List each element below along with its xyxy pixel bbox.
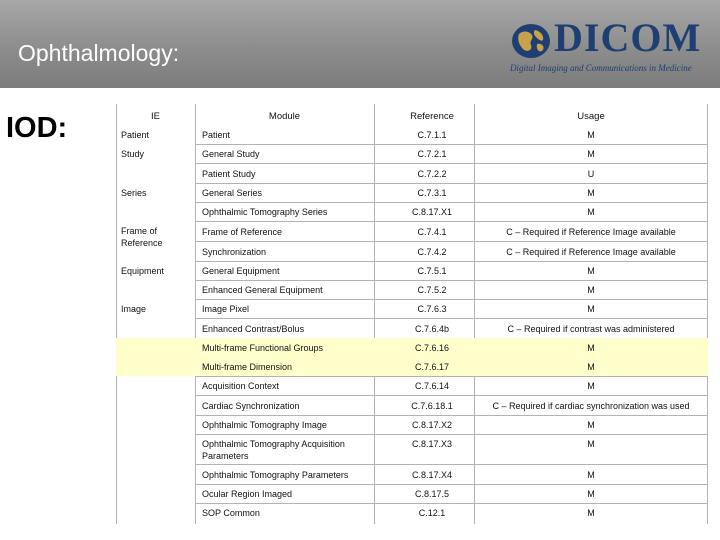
- reference-cell: C.7.6.14: [414, 381, 450, 391]
- ie-cell: Series: [121, 188, 147, 198]
- reference-cell: C.7.5.1: [417, 266, 447, 276]
- module-cell: Ocular Region Imaged: [202, 489, 293, 499]
- header-ie: IE: [151, 111, 160, 122]
- reference-cell: C.8.17.X1: [411, 207, 453, 217]
- iod-label: IOD:: [6, 112, 68, 144]
- reference-cell: C.7.6.17: [414, 362, 450, 372]
- usage-cell: C – Required if cardiac synchronization was used: [492, 401, 690, 411]
- reference-cell: C.7.6.3: [417, 304, 447, 314]
- header-usage: Usage: [577, 111, 605, 122]
- module-cell: Ophthalmic Tomography Parameters: [202, 470, 349, 480]
- module-cell: SOP Common: [202, 508, 260, 518]
- module-cell: Patient Study: [202, 169, 256, 179]
- table-row: [116, 261, 708, 280]
- table-row: [116, 415, 708, 434]
- table-row: [116, 183, 708, 202]
- module-cell: Enhanced Contrast/Bolus: [202, 324, 305, 334]
- table-row: [116, 221, 708, 248]
- module-cell: Multi-frame Dimension: [202, 362, 293, 372]
- usage-cell: M: [587, 489, 595, 499]
- module-cell: Frame of Reference: [202, 227, 283, 237]
- module-cell: Ophthalmic Tomography Image: [202, 420, 327, 430]
- module-cell: Image Pixel: [202, 304, 250, 314]
- table-row: [116, 202, 708, 221]
- table-row: [116, 318, 708, 338]
- module-cell: Ophthalmic Tomography Acquisition Parameters: [202, 439, 345, 461]
- usage-cell: U: [587, 169, 595, 179]
- usage-cell: M: [587, 130, 595, 140]
- usage-cell: M: [587, 470, 595, 480]
- slide-header: [0, 0, 720, 88]
- table-row: [116, 125, 708, 144]
- reference-cell: C.8.17.X3: [411, 439, 453, 449]
- reference-cell: C.7.6.4b: [414, 324, 450, 334]
- reference-cell: C.7.4.1: [417, 227, 447, 237]
- module-cell: Acquisition Context: [202, 381, 280, 391]
- module-cell: Patient: [202, 130, 231, 140]
- usage-cell: M: [587, 362, 595, 372]
- reference-cell: C.8.17.5: [414, 489, 450, 499]
- logo-wordmark: DICOM: [554, 15, 702, 60]
- usage-cell: M: [587, 285, 595, 295]
- header-reference: Reference: [410, 111, 454, 122]
- usage-cell: M: [587, 343, 595, 353]
- table-row: [116, 503, 708, 524]
- usage-cell: M: [587, 149, 595, 159]
- table-row: [116, 395, 708, 415]
- dicom-logo: [500, 8, 710, 80]
- table-row: [116, 299, 708, 318]
- ie-cell: Patient: [121, 130, 150, 140]
- usage-cell: C – Required if Reference Image available: [506, 227, 676, 237]
- usage-cell: M: [587, 266, 595, 276]
- usage-cell: M: [587, 304, 595, 314]
- table-header-row: [116, 104, 708, 125]
- module-cell: Ophthalmic Tomography Series: [202, 207, 328, 217]
- globe-icon: [510, 22, 552, 60]
- table-row: [116, 376, 708, 395]
- module-cell: Cardiac Synchronization: [202, 401, 300, 411]
- usage-cell: M: [587, 508, 595, 518]
- usage-cell: M: [587, 207, 595, 217]
- table-row: [116, 144, 708, 163]
- reference-cell: C.7.3.1: [417, 188, 447, 198]
- table-row-highlighted: [116, 338, 708, 357]
- table-row: [116, 434, 708, 464]
- ie-cell: Frame of Reference: [121, 226, 163, 248]
- module-cell: General Series: [202, 188, 263, 198]
- module-cell: Synchronization: [202, 247, 267, 257]
- table-row: [116, 464, 708, 484]
- ie-cell: Image: [121, 304, 147, 314]
- module-cell: General Equipment: [202, 266, 280, 276]
- reference-cell: C.7.2.2: [417, 169, 447, 179]
- reference-cell: C.7.1.1: [417, 130, 447, 140]
- logo-tagline: Digital Imaging and Communications in Medicine: [510, 63, 692, 73]
- usage-cell: M: [587, 188, 595, 198]
- reference-cell: C.7.4.2: [417, 247, 447, 257]
- ie-cell: Study: [121, 149, 145, 159]
- reference-cell: C.8.17.X2: [411, 420, 453, 430]
- usage-cell: M: [587, 420, 595, 430]
- usage-cell: M: [587, 381, 595, 391]
- reference-cell: C.7.6.18.1: [411, 401, 453, 411]
- header-module: Module: [268, 111, 301, 122]
- module-cell: Enhanced General Equipment: [202, 285, 323, 295]
- module-cell: General Study: [202, 149, 260, 159]
- table-row-highlighted: [116, 357, 708, 376]
- module-cell: Multi-frame Functional Groups: [202, 343, 324, 353]
- reference-cell: C.7.2.1: [417, 149, 447, 159]
- table-row: [116, 163, 708, 183]
- reference-cell: C.8.17.X4: [411, 470, 453, 480]
- reference-cell: C.12.1: [418, 508, 446, 518]
- reference-cell: C.7.6.16: [414, 343, 450, 353]
- slide-title: Ophthalmology:: [18, 40, 180, 66]
- table-row: [116, 280, 708, 299]
- reference-cell: C.7.5.2: [417, 285, 447, 295]
- usage-cell: C – Required if Reference Image available: [506, 247, 676, 257]
- iod-module-table: [116, 104, 708, 524]
- table-row: [116, 484, 708, 503]
- usage-cell: M: [587, 439, 595, 449]
- table-row: [116, 241, 708, 261]
- ie-cell: Equipment: [121, 266, 165, 276]
- usage-cell: C – Required if contrast was administered: [507, 324, 675, 334]
